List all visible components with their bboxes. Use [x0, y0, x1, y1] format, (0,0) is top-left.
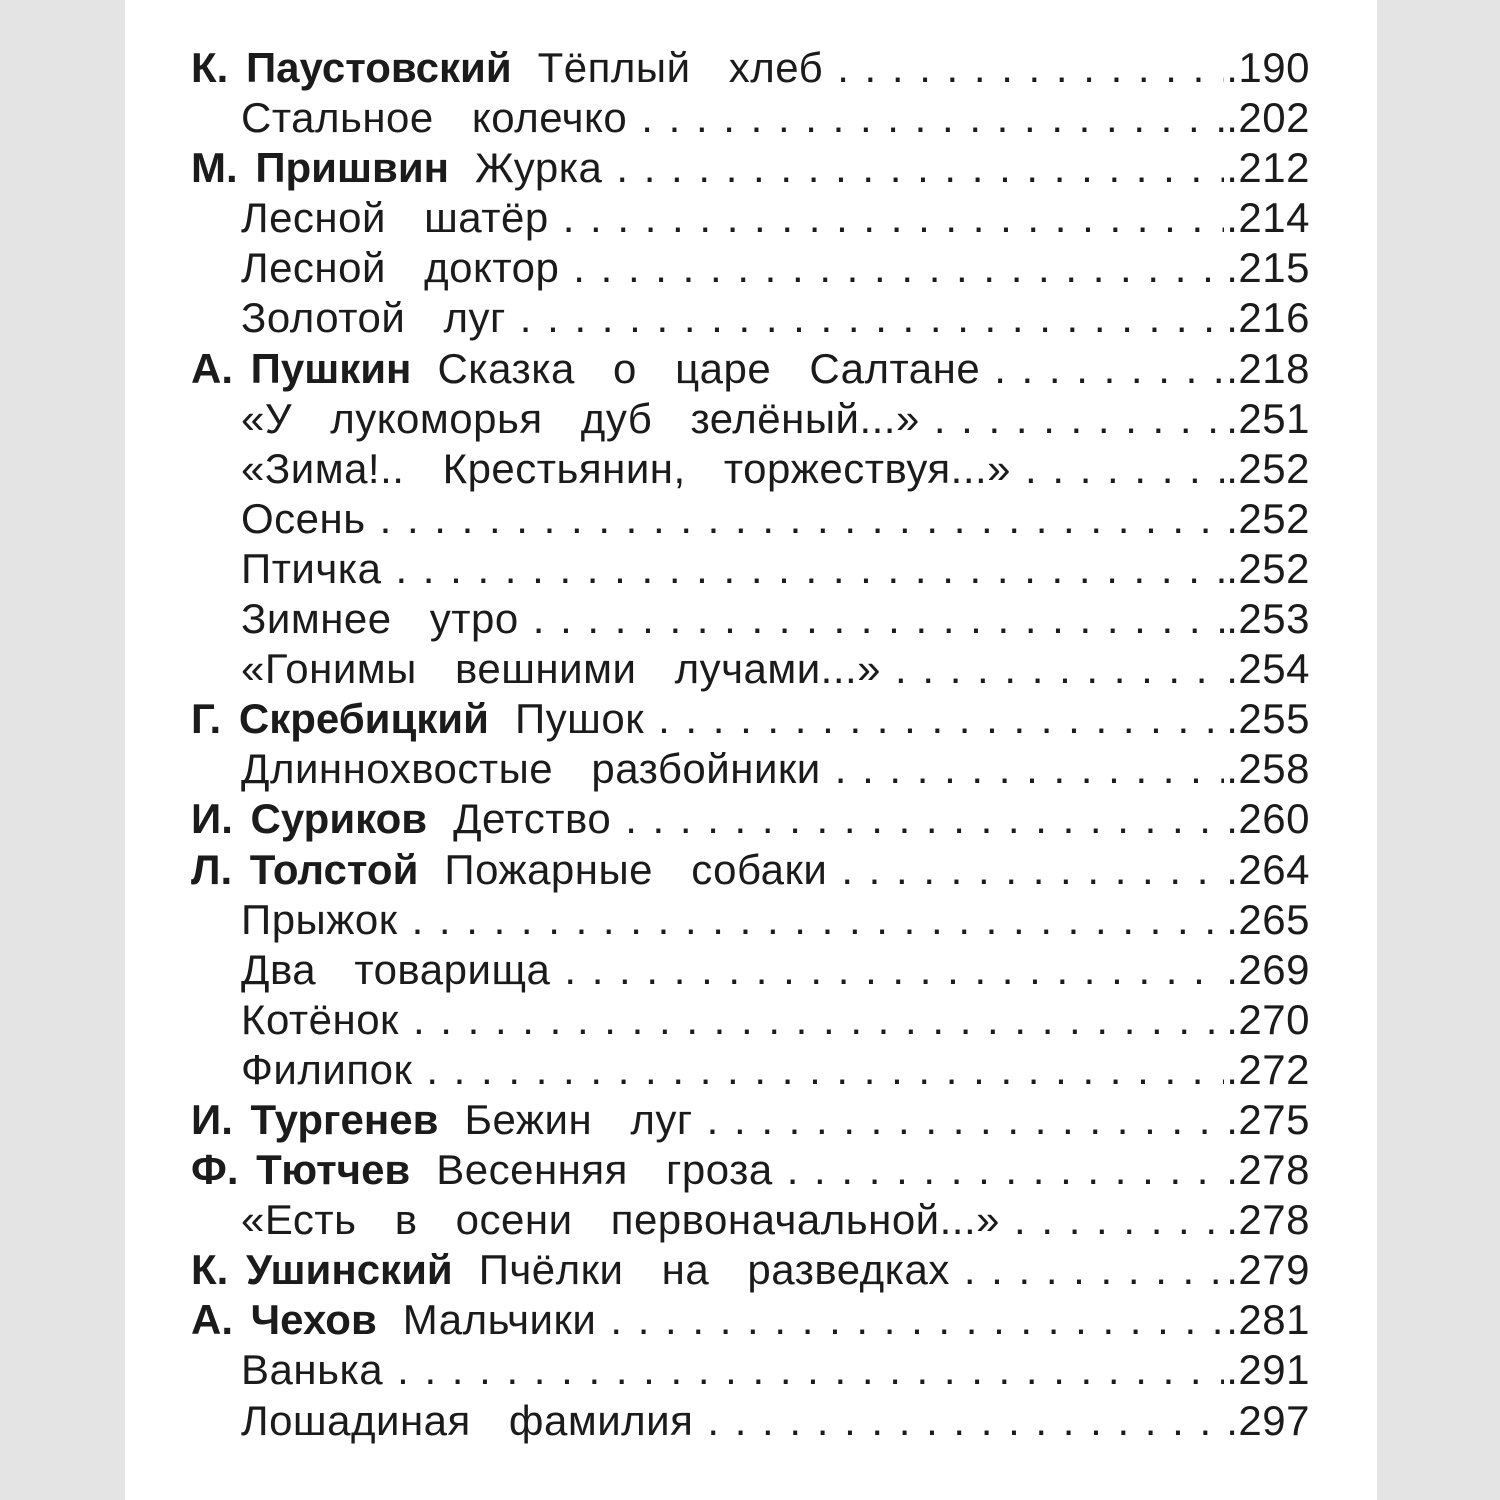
- toc-entry: [191, 494, 1310, 544]
- toc-entry: [191, 945, 1310, 995]
- toc-page-number: .252: [1226, 494, 1310, 542]
- toc-entry: [191, 243, 1310, 293]
- toc-page-number: .269: [1226, 945, 1310, 993]
- toc-page-number: .278: [1226, 1146, 1310, 1194]
- dot-leader: [707, 1095, 1225, 1145]
- toc-title: Филипок: [241, 1045, 413, 1093]
- toc-page-number: .258: [1226, 745, 1310, 793]
- toc-title: Ванька: [241, 1346, 384, 1394]
- toc-entry: [191, 1396, 1310, 1446]
- toc-title: Лесной шатёр: [241, 194, 549, 242]
- toc-author: А. Пушкин: [191, 344, 412, 392]
- dot-leader: [994, 344, 1224, 394]
- toc-author: Г. Скребицкий: [191, 695, 489, 743]
- dot-leader: [397, 1345, 1224, 1395]
- toc-entry: [191, 794, 1310, 844]
- toc-title: Пожарные собаки: [444, 845, 828, 893]
- toc-page-number: .270: [1226, 995, 1310, 1043]
- dot-leader: [616, 143, 1224, 193]
- toc-entry: [191, 193, 1310, 243]
- toc-page-number: .252: [1226, 444, 1310, 492]
- toc-page-number: .251: [1226, 394, 1310, 442]
- toc-author: М. Пришвин: [191, 144, 449, 192]
- toc-page-number: .215: [1226, 244, 1310, 292]
- dot-leader: [380, 494, 1225, 544]
- dot-leader: [934, 394, 1224, 444]
- toc-author: Ф. Тютчев: [191, 1146, 411, 1194]
- toc-entry: [191, 995, 1310, 1045]
- toc-title: Тёплый хлеб: [537, 44, 824, 91]
- toc-title: Осень: [241, 494, 366, 542]
- dot-leader: [841, 845, 1224, 895]
- dot-leader: [573, 243, 1224, 293]
- dot-leader: [413, 995, 1224, 1045]
- toc-page-number: .216: [1226, 294, 1310, 342]
- dot-leader: [625, 794, 1224, 844]
- dot-leader: [1025, 444, 1224, 494]
- toc-entry: [191, 394, 1310, 444]
- toc-entry: [191, 1245, 1310, 1295]
- dot-leader: [787, 1145, 1225, 1195]
- toc-author: К. Ушинский: [191, 1246, 453, 1294]
- dot-leader: [835, 744, 1225, 794]
- toc-page-number: .218: [1226, 344, 1310, 392]
- toc-entry: [191, 895, 1310, 945]
- toc-page-number: .214: [1226, 194, 1310, 242]
- toc-entry: [191, 644, 1310, 694]
- toc-page-number: .297: [1226, 1396, 1310, 1444]
- toc-title: «У лукоморья дуб зелёный...»: [241, 394, 920, 442]
- toc-page-number: .212: [1226, 144, 1310, 192]
- toc-entry: [191, 444, 1310, 494]
- toc-page-number: .278: [1226, 1196, 1310, 1244]
- dot-leader: [641, 93, 1224, 143]
- toc-entry: [191, 293, 1310, 343]
- toc-page-number: .252: [1226, 544, 1310, 592]
- toc-entry: [191, 93, 1310, 143]
- dot-leader: [520, 293, 1224, 343]
- table-of-contents: [191, 43, 1310, 1446]
- toc-title: Котёнок: [241, 995, 399, 1043]
- toc-title: Пушок: [514, 695, 645, 743]
- dot-leader: [563, 193, 1225, 243]
- toc-page-number: .272: [1226, 1045, 1310, 1093]
- toc-title: Лошадиная фамилия: [241, 1396, 694, 1444]
- toc-title: Два товарища: [241, 945, 551, 993]
- toc-entry: [191, 1195, 1310, 1245]
- toc-page-number: .202: [1226, 94, 1310, 142]
- toc-entry: [191, 1145, 1310, 1195]
- toc-page-number: .260: [1226, 795, 1310, 843]
- toc-author: И. Тургенев: [191, 1095, 439, 1143]
- toc-title: Длиннохвостые разбойники: [241, 745, 821, 793]
- toc-title: «Зима!.. Крестьянин, торжествуя...»: [241, 444, 1012, 492]
- toc-title: «Есть в осени первоначальной...»: [241, 1196, 1001, 1244]
- toc-page-number: .275: [1226, 1095, 1310, 1143]
- toc-title: Сказка о царе Салтане: [437, 344, 981, 392]
- dot-leader: [1014, 1195, 1224, 1245]
- dot-leader: [707, 1396, 1224, 1446]
- toc-entry: [191, 845, 1310, 895]
- toc-entry: [191, 1045, 1310, 1095]
- toc-title: Детство: [453, 795, 612, 843]
- toc-entry: [191, 744, 1310, 794]
- toc-page-number: .265: [1226, 895, 1310, 943]
- toc-page-number: .264: [1226, 845, 1310, 893]
- toc-entry: [191, 344, 1310, 394]
- toc-entry: [191, 1345, 1310, 1395]
- dot-leader: [533, 594, 1225, 644]
- dot-leader: [412, 895, 1225, 945]
- toc-title: Стальное колечко: [241, 94, 628, 142]
- toc-title: Золотой луг: [241, 294, 506, 342]
- toc-title: Мальчики: [402, 1296, 597, 1344]
- toc-entry: [191, 43, 1310, 93]
- toc-title: Весенняя гроза: [436, 1146, 773, 1194]
- dot-leader: [895, 644, 1224, 694]
- toc-title: Пчёлки на разведках: [478, 1246, 950, 1294]
- toc-entry: [191, 544, 1310, 594]
- toc-entry: [191, 1095, 1310, 1145]
- toc-author: И. Суриков: [191, 795, 428, 843]
- dot-leader: [426, 1045, 1224, 1095]
- toc-entry: [191, 143, 1310, 193]
- toc-entry: [191, 694, 1310, 744]
- toc-title: Зимнее утро: [241, 595, 519, 643]
- toc-page-number: .253: [1226, 595, 1310, 643]
- dot-leader: [564, 945, 1224, 995]
- toc-title: «Гонимы вешними лучами...»: [241, 645, 882, 693]
- toc-author: Л. Толстой: [191, 845, 419, 893]
- toc-page-number: .254: [1226, 645, 1310, 693]
- toc-page-number: .190: [1226, 44, 1310, 91]
- toc-title: Лесной доктор: [241, 244, 560, 292]
- toc-page-number: .255: [1226, 695, 1310, 743]
- dot-leader: [395, 544, 1224, 594]
- toc-page-number: .291: [1226, 1346, 1310, 1394]
- dot-leader: [658, 694, 1224, 744]
- toc-page-number: .281: [1226, 1296, 1310, 1344]
- toc-title: Журка: [475, 144, 603, 192]
- toc-entry: [191, 1295, 1310, 1345]
- dot-leader: [837, 43, 1224, 93]
- toc-author: К. Паустовский: [191, 44, 512, 91]
- toc-author: А. Чехов: [191, 1296, 377, 1344]
- toc-page-number: .279: [1226, 1246, 1310, 1294]
- dot-leader: [964, 1245, 1224, 1295]
- dot-leader: [610, 1295, 1224, 1345]
- toc-title: Бежин луг: [464, 1095, 693, 1143]
- toc-title: Птичка: [241, 544, 382, 592]
- toc-entry: [191, 594, 1310, 644]
- toc-title: Прыжок: [241, 895, 398, 943]
